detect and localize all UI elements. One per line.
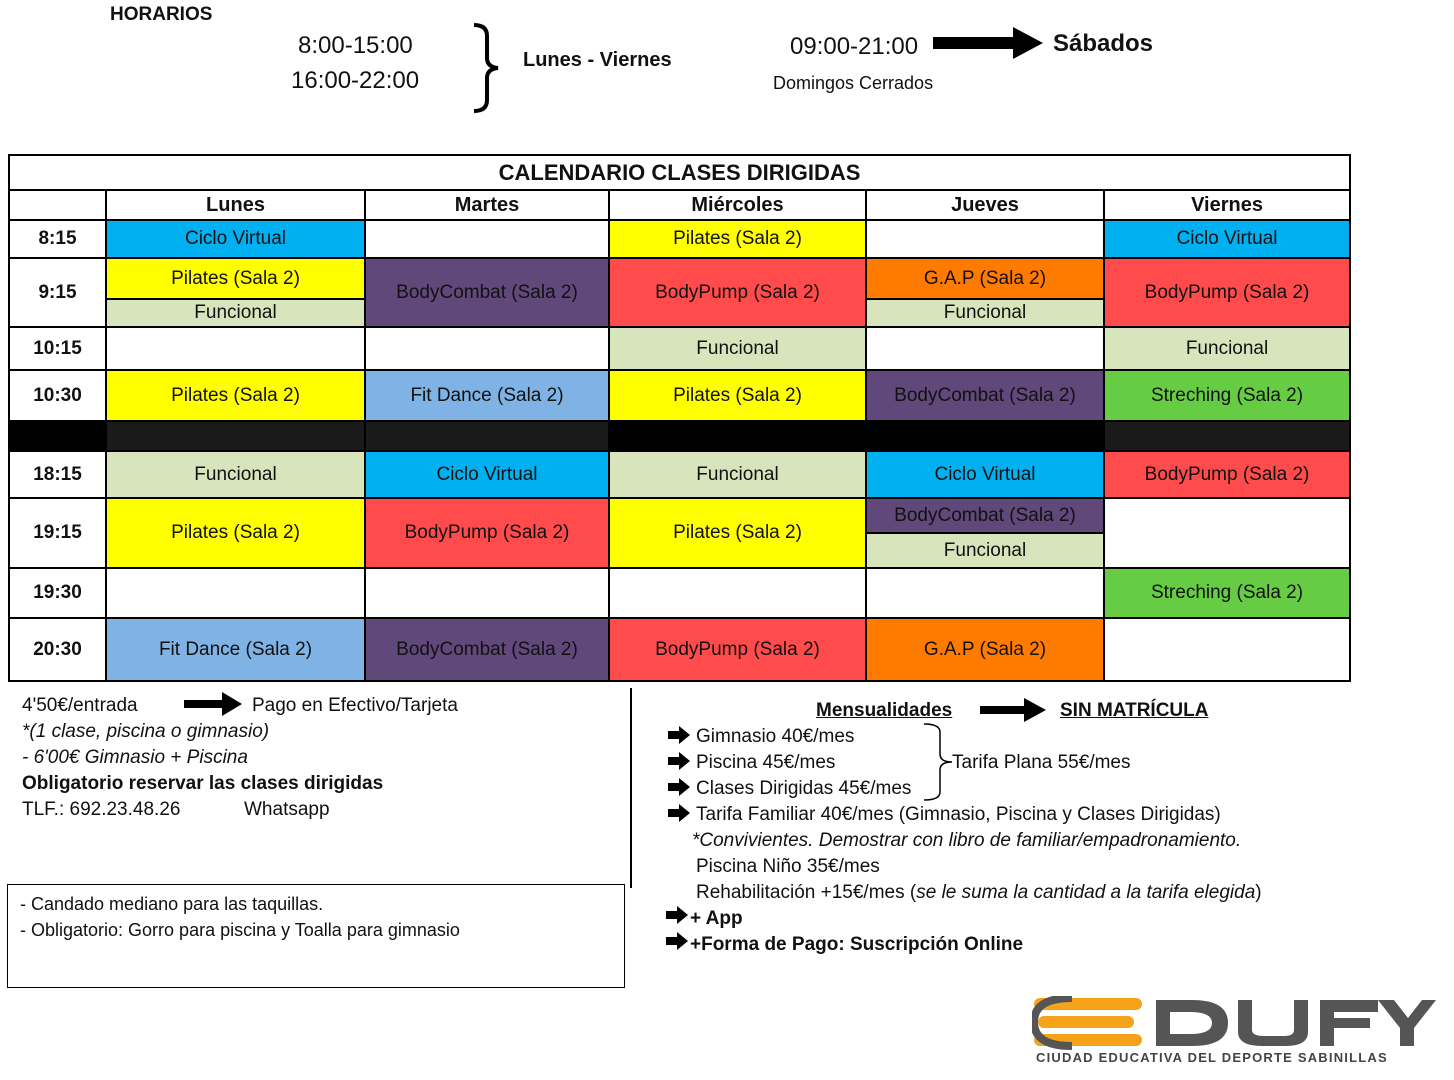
class-cell: BodyCombat (Sala 2): [365, 258, 609, 327]
divider: [630, 688, 632, 888]
pool-price: Piscina 45€/mes: [696, 752, 836, 773]
split-cell: [106, 258, 365, 327]
calendar-table: [8, 154, 1351, 682]
no-fee-label: SIN MATRÍCULA: [1060, 700, 1209, 721]
rehab-close: ): [1255, 882, 1262, 903]
break-row: [9, 421, 106, 451]
time-cell: 10:30: [9, 370, 106, 421]
corner-cell: [9, 190, 106, 220]
reservation-notice: Obligatorio reservar las clases dirigidas: [22, 773, 384, 794]
arrow-bullet-icon: [666, 932, 688, 950]
class-cell: Pilates (Sala 2): [609, 370, 866, 421]
class-cell: BodyPump (Sala 2): [365, 498, 609, 568]
class-cell: Funcional: [106, 451, 365, 498]
arrow-right-icon: [933, 27, 1045, 59]
rehab-price: [696, 882, 1262, 904]
child-pool-price: Piscina Niño 35€/mes: [696, 856, 880, 877]
class-cell: G.A.P (Sala 2): [867, 259, 1103, 298]
break-row: [609, 421, 866, 451]
arrow-bullet-icon: [668, 778, 690, 796]
class-cell: Ciclo Virtual: [1104, 220, 1350, 258]
arrow-bullet-icon: [666, 906, 688, 924]
class-cell: Funcional: [867, 532, 1103, 567]
empty-cell: [365, 327, 609, 370]
class-cell: Streching (Sala 2): [1104, 568, 1350, 618]
class-cell: Pilates (Sala 2): [106, 498, 365, 568]
edufy-logo: [1032, 996, 1436, 1068]
saturday-hours: 09:00-21:00: [790, 33, 919, 60]
time-cell: 9:15: [9, 258, 106, 327]
class-cell: Fit Dance (Sala 2): [365, 370, 609, 421]
day-header: Jueves: [866, 190, 1104, 220]
classes-price: Clases Dirigidas 45€/mes: [696, 778, 912, 799]
time-cell: 19:30: [9, 568, 106, 618]
empty-cell: [1104, 618, 1350, 681]
weekday-slot-morning: 8:00-15:00: [298, 32, 413, 59]
payment-form: +Forma de Pago: Suscripción Online: [690, 934, 1024, 955]
arrow-bullet-icon: [668, 804, 690, 822]
break-row: [1104, 421, 1350, 451]
time-cell: 18:15: [9, 451, 106, 498]
class-cell: Funcional: [1104, 327, 1350, 370]
class-cell: BodyPump (Sala 2): [1104, 451, 1350, 498]
time-cell: 19:15: [9, 498, 106, 568]
class-cell: G.A.P (Sala 2): [866, 618, 1104, 681]
class-cell: BodyCombat (Sala 2): [866, 370, 1104, 421]
time-cell: 10:15: [9, 327, 106, 370]
combo-price: - 6'00€ Gimnasio + Piscina: [22, 747, 248, 768]
empty-cell: [866, 220, 1104, 258]
arrow-bullet-icon: [668, 726, 690, 744]
class-cell: Pilates (Sala 2): [609, 220, 866, 258]
arrow-right-icon: [980, 698, 1046, 722]
class-cell: Funcional: [609, 451, 866, 498]
gym-price: Gimnasio 40€/mes: [696, 726, 855, 747]
class-cell: Ciclo Virtual: [106, 220, 365, 258]
class-cell: BodyPump (Sala 2): [609, 258, 866, 327]
day-header: Lunes: [106, 190, 365, 220]
day-header: Martes: [365, 190, 609, 220]
split-cell: [866, 258, 1104, 327]
break-row: [106, 421, 365, 451]
schedule-heading: HORARIOS: [110, 4, 213, 25]
class-cell: Funcional: [867, 298, 1103, 326]
payment-methods: Pago en Efectivo/Tarjeta: [252, 695, 458, 716]
day-header: Miércoles: [609, 190, 866, 220]
monthly-heading: Mensualidades: [816, 700, 953, 721]
empty-cell: [106, 568, 365, 618]
empty-cell: [866, 568, 1104, 618]
class-cell: Ciclo Virtual: [866, 451, 1104, 498]
curly-brace-icon: [470, 22, 504, 114]
class-cell: Funcional: [609, 327, 866, 370]
class-cell: Pilates (Sala 2): [609, 498, 866, 568]
split-cell: [866, 498, 1104, 568]
class-cell: BodyCombat (Sala 2): [365, 618, 609, 681]
sunday-note: Domingos Cerrados: [773, 73, 934, 93]
app-label: + App: [690, 908, 743, 929]
class-calendar: [8, 154, 1349, 680]
rehab-text: Rehabilitación +15€/mes (: [696, 882, 917, 903]
arrow-bullet-icon: [668, 752, 690, 770]
rehab-note: se le suma la cantidad a la tarifa elegida: [916, 882, 1256, 903]
empty-cell: [866, 327, 1104, 370]
entry-price: 4'50€/entrada: [22, 695, 138, 716]
class-cell: Fit Dance (Sala 2): [106, 618, 365, 681]
family-rate: Tarifa Familiar 40€/mes (Gimnasio, Piscina y Clases Dirigidas): [696, 804, 1221, 825]
class-cell: Ciclo Virtual: [365, 451, 609, 498]
class-cell: Streching (Sala 2): [1104, 370, 1350, 421]
class-cell: BodyPump (Sala 2): [1104, 258, 1350, 327]
class-cell: Pilates (Sala 2): [107, 259, 364, 298]
class-cell: Funcional: [107, 298, 364, 326]
flat-rate: Tarifa Plana 55€/mes: [952, 752, 1131, 773]
empty-cell: [365, 220, 609, 258]
empty-cell: [365, 568, 609, 618]
whatsapp-label: Whatsapp: [244, 799, 330, 820]
time-cell: 8:15: [9, 220, 106, 258]
logo-tagline: CIUDAD EDUCATIVA DEL DEPORTE SABINILLAS: [1036, 1050, 1388, 1065]
calendar-title: CALENDARIO CLASES DIRIGIDAS: [9, 155, 1350, 190]
break-row: [365, 421, 609, 451]
empty-cell: [609, 568, 866, 618]
notes-line: - Candado mediano para las taquillas.: [20, 894, 324, 914]
weekday-slot-evening: 16:00-22:00: [291, 67, 420, 94]
weekday-label: Lunes - Viernes: [523, 49, 672, 71]
family-note: *Convivientes. Demostrar con libro de familiar/empadronamiento.: [692, 830, 1242, 851]
class-cell: Pilates (Sala 2): [106, 370, 365, 421]
empty-cell: [106, 327, 365, 370]
notes-box: [7, 884, 625, 988]
notes-line: - Obligatorio: Gorro para piscina y Toalla para gimnasio: [20, 920, 460, 940]
empty-cell: [1104, 498, 1350, 568]
class-cell: BodyPump (Sala 2): [609, 618, 866, 681]
phone-number: TLF.: 692.23.48.26: [22, 799, 181, 820]
class-cell: BodyCombat (Sala 2): [867, 499, 1103, 532]
arrow-right-icon: [184, 692, 242, 716]
curly-brace-icon: [920, 722, 956, 802]
entry-note: *(1 clase, piscina o gimnasio): [22, 721, 270, 742]
saturday-label: Sábados: [1053, 30, 1154, 57]
edufy-logo-mark: [1032, 996, 1436, 1052]
time-cell: 20:30: [9, 618, 106, 681]
day-header: Viernes: [1104, 190, 1350, 220]
break-row: [866, 421, 1104, 451]
